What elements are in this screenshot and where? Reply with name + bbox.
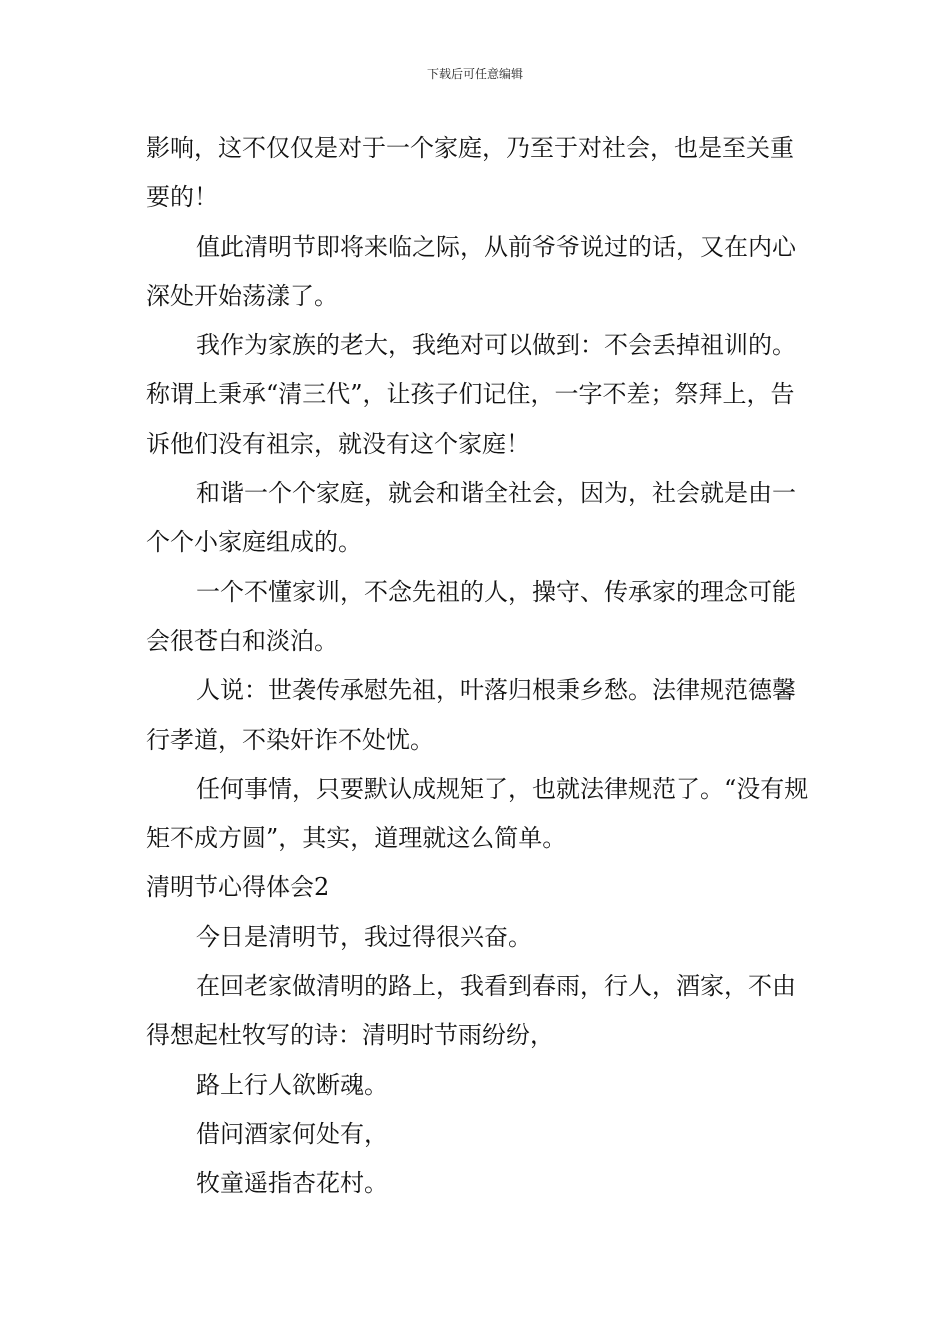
paragraph: 值此清明节即将来临之际，从前爷爷说过的话，又在内心深处开始荡漾了。 [146, 232, 796, 310]
page-header-note: 下载后可任意编辑 [426, 67, 523, 81]
paragraph: 任何事情，只要默认成规矩了，也就法律规范了。“没有规矩不成方圆”，其实，道理就这么简单。 [146, 774, 809, 853]
poem-line: 路上行人欲断魂。 [196, 1070, 388, 1099]
paragraph: 我作为家族的老大，我绝对可以做到：不会丢掉祖训的。称谓上秉承“清三代”，让孩子们记住，一字不差；祭拜上，告诉他们没有祖宗，就没有这个家庭！ [146, 331, 796, 458]
paragraph: 今日是清明节，我过得很兴奋。 [196, 922, 532, 951]
section-title: 清明节心得体会2 [146, 873, 330, 902]
paragraph: 人说：世袭传承慰先祖，叶落归根秉乡愁。法律规范德馨行孝道，不染奸诈不处忧。 [146, 676, 796, 754]
poem-line: 牧童遥指杏花村。 [196, 1169, 388, 1198]
paragraph: 影响，这不仅仅是对于一个家庭，乃至于对社会，也是至关重要的！ [146, 134, 794, 212]
poem-line: 借问酒家何处有， [196, 1119, 388, 1148]
paragraph: 在回老家做清明的路上，我看到春雨，行人，酒家，不由得想起杜牧写的诗：清明时节雨纷纷， [146, 972, 796, 1050]
paragraph: 和谐一个个家庭，就会和谐全社会，因为，社会就是由一个个小家庭组成的。 [146, 479, 796, 557]
paragraph: 一个不懂家训，不念先祖的人，操守、传承家的理念可能会很苍白和淡泊。 [146, 577, 796, 655]
document-body [146, 124, 810, 1209]
